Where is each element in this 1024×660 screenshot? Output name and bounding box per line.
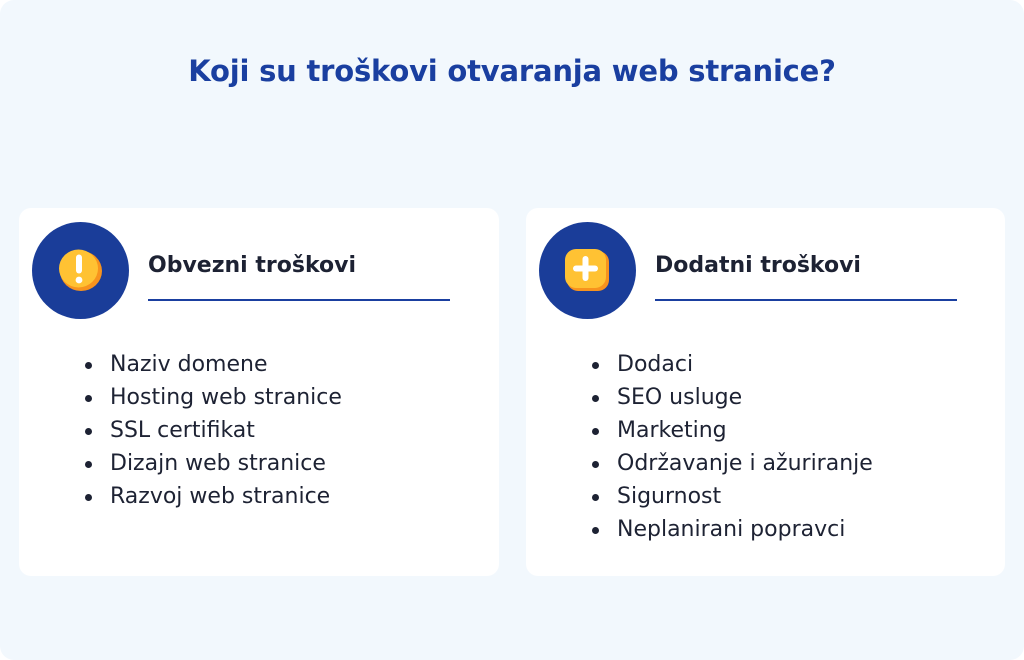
page-title: Koji su troškovi otvaranja web stranice?	[188, 54, 836, 88]
list-item-label: Sigurnost	[617, 484, 722, 509]
list-item-label: Naziv domene	[110, 352, 268, 377]
additional-costs-card	[526, 208, 1005, 576]
title-divider	[655, 299, 957, 301]
list-item	[592, 414, 873, 447]
bullet-icon	[592, 461, 599, 468]
exclamation-icon	[57, 248, 103, 292]
bullet-icon	[85, 395, 92, 402]
list-item-label: Razvoj web stranice	[110, 484, 331, 509]
list-item-label: Marketing	[617, 418, 727, 443]
list-item-label: Dodaci	[617, 352, 694, 377]
list-item	[85, 447, 342, 480]
list-item-label: SSL certifikat	[110, 418, 255, 443]
list-item	[85, 480, 342, 513]
bullet-icon	[85, 428, 92, 435]
additional-costs-list	[592, 348, 873, 546]
bullet-icon	[592, 395, 599, 402]
list-item-label: Hosting web stranice	[110, 385, 342, 410]
mandatory-costs-list	[85, 348, 342, 513]
list-item-label: Dizajn web stranice	[110, 451, 326, 476]
bullet-icon	[592, 494, 599, 501]
list-item-label: SEO usluge	[617, 385, 743, 410]
bullet-icon	[592, 362, 599, 369]
plus-icon	[564, 248, 610, 292]
bullet-icon	[85, 362, 92, 369]
list-item	[592, 348, 873, 381]
list-item-label: Neplanirani popravci	[617, 517, 846, 542]
bullet-icon	[592, 527, 599, 534]
list-item	[85, 381, 342, 414]
plus-badge	[539, 222, 636, 319]
card-title: Obvezni troškovi	[148, 253, 356, 278]
bullet-icon	[592, 428, 599, 435]
title-divider	[148, 299, 450, 301]
list-item	[592, 513, 873, 546]
bullet-icon	[85, 461, 92, 468]
list-item	[592, 381, 873, 414]
list-item-label: Održavanje i ažuriranje	[617, 451, 873, 476]
list-item	[592, 447, 873, 480]
exclamation-badge	[32, 222, 129, 319]
list-item	[592, 480, 873, 513]
list-item	[85, 414, 342, 447]
mandatory-costs-card	[19, 208, 499, 576]
list-item	[85, 348, 342, 381]
card-title: Dodatni troškovi	[655, 253, 861, 278]
bullet-icon	[85, 494, 92, 501]
